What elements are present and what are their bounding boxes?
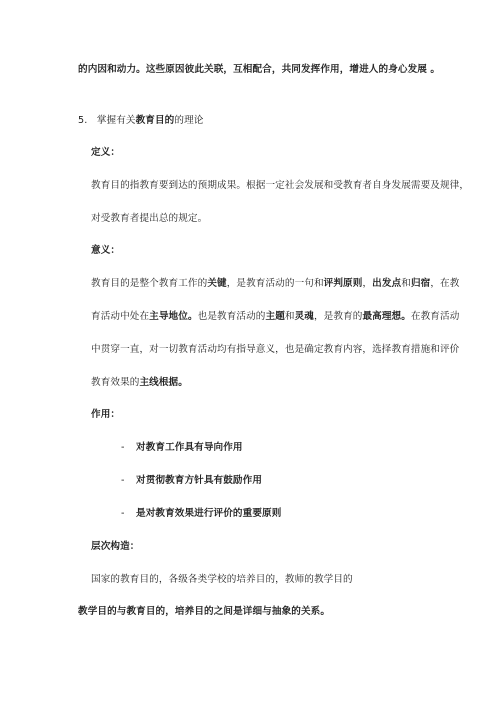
section-title-prefix: 掌握有关 (96, 115, 136, 126)
definition-line-1: 教育目的指教育要到达的预期成果。根据一定社会发展和受教育者自身发展需要及规律， (91, 180, 470, 191)
list-item-text: 对教育工作具有导向作用 (136, 442, 243, 453)
emphasis: 主题 (265, 311, 285, 322)
meaning-line-3: 中贯穿一直，对一切教育活动均有指导意义，也是确定教育内容，选择教育措施和评价 (91, 344, 460, 355)
text: 也是教育活动的 (197, 311, 266, 322)
section-heading (78, 114, 203, 128)
levels-heading: 层次构造： (91, 541, 140, 552)
levels-line-2: 教学目的与教育目的，培养目的之间是详细与抽象的关系。 (78, 606, 331, 617)
emphasis: 最高理想。 (362, 311, 411, 322)
meaning-line-2 (91, 310, 459, 324)
definition-line-2: 对受教育者提出总的规定。 (91, 213, 208, 224)
bullet-dash: - (121, 508, 125, 519)
meaning-line-4 (91, 376, 188, 390)
text: ，是教育活动的一句和 (226, 278, 324, 289)
definition-heading: 定义： (91, 147, 121, 158)
text: 育活动中处在 (91, 311, 150, 322)
emphasis: 归宿 (410, 278, 431, 289)
list-item-text: 对贯彻教育方针具有鼓励作用 (136, 475, 263, 486)
text: ， (362, 278, 373, 289)
levels-line-1: 国家的教育目的，各级各类学校的培养目的，教师的教学目的 (91, 574, 353, 585)
bullet-dash: - (121, 442, 125, 453)
bullet-dash: - (121, 475, 125, 486)
list-item-text: 是对教育效果进行评价的重要原则 (136, 508, 282, 519)
meaning-line-1 (91, 277, 459, 291)
section-title-bold: 教育目的 (135, 115, 175, 126)
text: ，是教育的 (313, 311, 363, 322)
emphasis: 评判原则 (323, 278, 363, 289)
text: 和 (284, 311, 295, 322)
meaning-heading: 意义： (91, 245, 121, 256)
text: 教育效果的 (91, 377, 140, 388)
emphasis: 主线根据。 (139, 377, 188, 388)
intro-line: 的内因和动力。这些原因彼此关联，互相配合，共同发挥作用，增进人的身心发展 。 (78, 64, 441, 75)
text: 在教育活动 (410, 311, 460, 322)
text: ，在教 (430, 278, 460, 289)
emphasis: 灵魂 (294, 311, 314, 322)
text: 和 (401, 278, 411, 289)
section-title-suffix: 的理论 (174, 115, 204, 126)
function-heading: 作用： (91, 409, 121, 420)
text: 教育目的是整个教育工作的 (91, 278, 208, 289)
emphasis: 出发点 (372, 278, 402, 289)
emphasis: 关键 (207, 278, 227, 289)
emphasis: 主导地位。 (149, 311, 198, 322)
section-number: 5. (78, 115, 88, 126)
